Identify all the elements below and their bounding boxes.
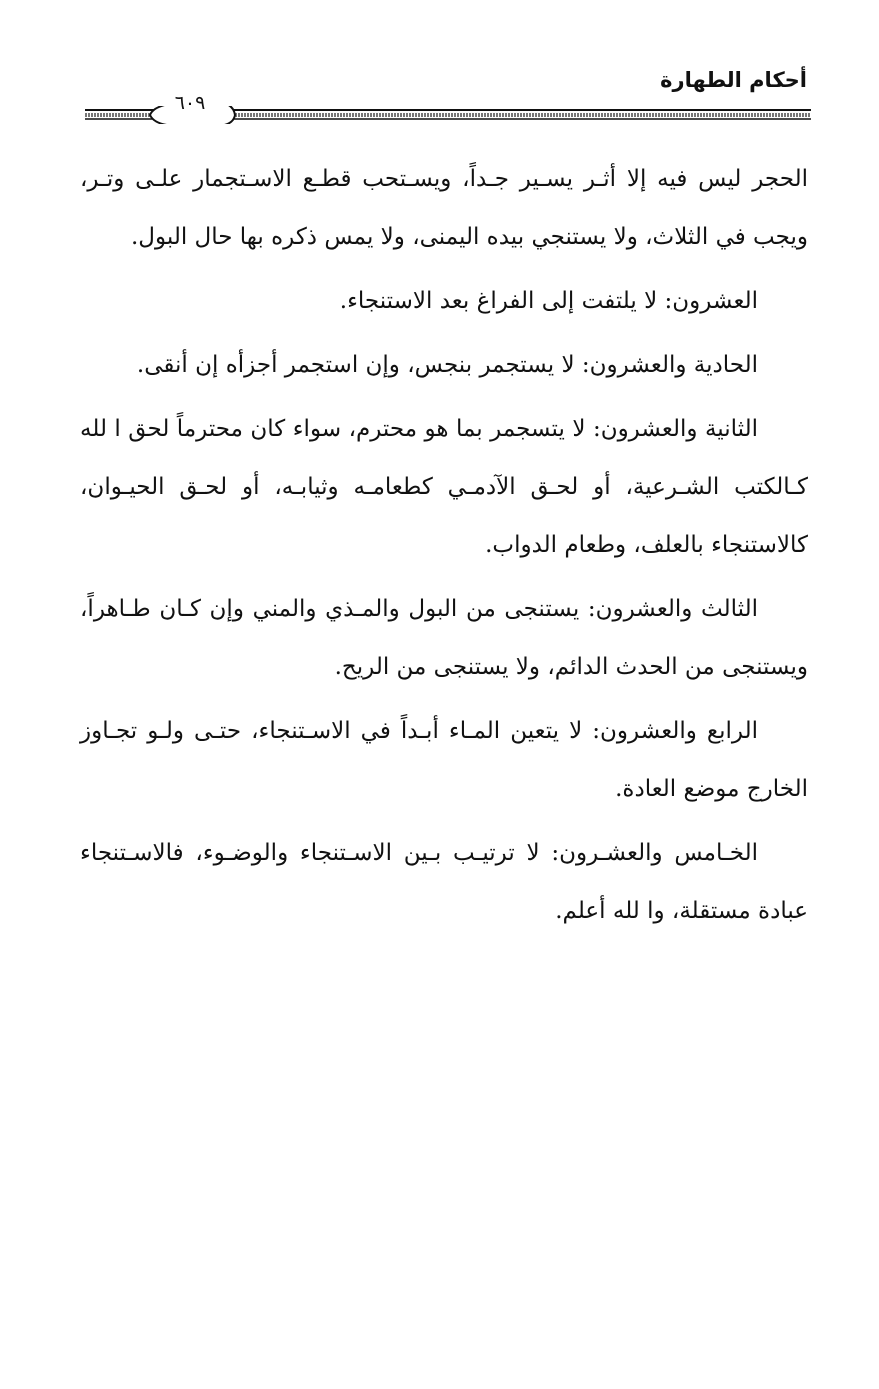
- paragraph: الرابع والعشرون: لا يتعين المـاء أبـداً في الاسـتنجاء، حتـى ولـو تجـاوز الخارج موضع العادة.: [80, 718, 808, 802]
- body-text: [80, 150, 808, 946]
- paragraph: الحجر ليس فيه إلا أثـر يسـير جـداً، ويسـتحب قطـع الاسـتجمار علـى وتـر، ويجب في الثلاث، ولا يستنجي بيده اليمنى، ولا يمس ذكره بها حال البول.: [80, 166, 808, 250]
- paragraph: الخـامس والعشـرون: لا ترتيـب بـين الاسـتنجاء والوضـوء، فالاسـتنجاء عبادة مستقلة، وا لله أعلم.: [80, 840, 808, 924]
- paragraph: الثالث والعشرون: يستنجى من البول والمـذي والمني وإن كـان طـاهراً، ويستنجى من الحدث الدائم، ولا يستنجى من الريح.: [80, 596, 808, 680]
- paragraph: الحادية والعشرون: لا يستجمر بنجس، وإن استجمر أجزأه إن أنقى.: [136, 352, 758, 378]
- running-title: أحكام الطهارة: [660, 68, 807, 92]
- paragraph: الثانية والعشرون: لا يتسجمر بما هو محترم، سواء كان محترماً لحق ا لله كـالكتب الشـرعية، أو لحـق الآدمـي كطعامـه وثيابـه، أو لحـق الحيـوان، كالاستنجاء بالعلف، وطعام الدواب.: [80, 416, 808, 558]
- page-number: ٦٠٩: [174, 92, 206, 114]
- paragraph: العشرون: لا يلتفت إلى الفراغ بعد الاستنجاء.: [339, 288, 758, 314]
